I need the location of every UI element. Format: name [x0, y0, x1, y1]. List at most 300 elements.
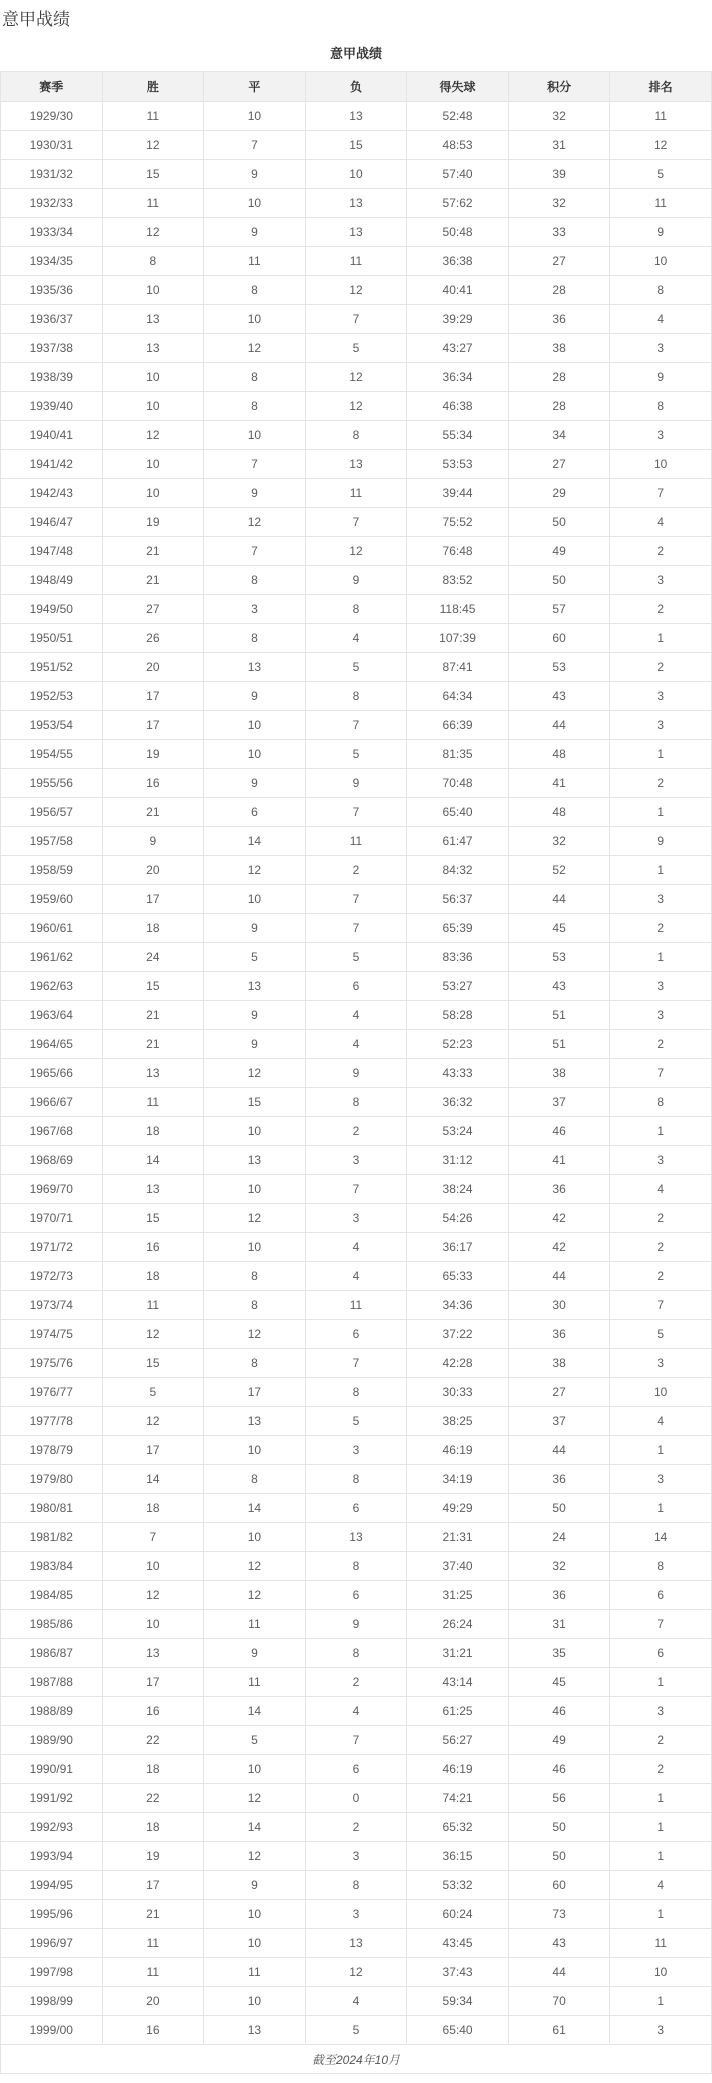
- cell-losses: 13: [305, 450, 407, 479]
- cell-losses: 12: [305, 392, 407, 421]
- cell-points: 46: [508, 1755, 610, 1784]
- cell-points: 28: [508, 276, 610, 305]
- cell-season: 1947/48: [1, 537, 103, 566]
- cell-points: 28: [508, 363, 610, 392]
- cell-losses: 4: [305, 624, 407, 653]
- table-row: [1, 131, 712, 160]
- cell-season: 1962/63: [1, 972, 103, 1001]
- cell-points: 41: [508, 1146, 610, 1175]
- cell-rank: 7: [610, 1291, 712, 1320]
- cell-losses: 5: [305, 334, 407, 363]
- cell-points: 46: [508, 1697, 610, 1726]
- cell-season: 1997/98: [1, 1958, 103, 1987]
- cell-draws: 10: [204, 1436, 306, 1465]
- cell-goals: 118:45: [407, 595, 509, 624]
- cell-points: 36: [508, 1320, 610, 1349]
- cell-wins: 18: [102, 1117, 204, 1146]
- cell-goals: 38:25: [407, 1407, 509, 1436]
- cell-losses: 3: [305, 1900, 407, 1929]
- cell-draws: 10: [204, 1175, 306, 1204]
- cell-losses: 4: [305, 1030, 407, 1059]
- cell-rank: 1: [610, 943, 712, 972]
- cell-wins: 10: [102, 363, 204, 392]
- cell-season: 1956/57: [1, 798, 103, 827]
- table-row: [1, 566, 712, 595]
- cell-losses: 5: [305, 2016, 407, 2045]
- cell-draws: 9: [204, 1639, 306, 1668]
- cell-rank: 3: [610, 1146, 712, 1175]
- table-row: [1, 595, 712, 624]
- table-row: [1, 305, 712, 334]
- cell-goals: 66:39: [407, 711, 509, 740]
- cell-points: 32: [508, 827, 610, 856]
- table-row: [1, 1581, 712, 1610]
- cell-goals: 31:25: [407, 1581, 509, 1610]
- cell-goals: 65:39: [407, 914, 509, 943]
- cell-draws: 10: [204, 1523, 306, 1552]
- cell-losses: 5: [305, 653, 407, 682]
- cell-wins: 16: [102, 2016, 204, 2045]
- cell-season: 1957/58: [1, 827, 103, 856]
- cell-season: 1949/50: [1, 595, 103, 624]
- cell-goals: 65:33: [407, 1262, 509, 1291]
- cell-draws: 10: [204, 1987, 306, 2016]
- table-row: [1, 1668, 712, 1697]
- column-header-season: 赛季: [1, 72, 103, 102]
- cell-wins: 5: [102, 1378, 204, 1407]
- table-row: [1, 1842, 712, 1871]
- table-row: [1, 914, 712, 943]
- cell-draws: 8: [204, 363, 306, 392]
- cell-points: 45: [508, 914, 610, 943]
- cell-wins: 20: [102, 1987, 204, 2016]
- cell-goals: 37:22: [407, 1320, 509, 1349]
- cell-goals: 61:25: [407, 1697, 509, 1726]
- cell-rank: 7: [610, 479, 712, 508]
- cell-points: 38: [508, 334, 610, 363]
- cell-draws: 10: [204, 1900, 306, 1929]
- cell-points: 43: [508, 972, 610, 1001]
- cell-goals: 37:43: [407, 1958, 509, 1987]
- cell-losses: 7: [305, 798, 407, 827]
- cell-rank: 2: [610, 1726, 712, 1755]
- cell-points: 49: [508, 1726, 610, 1755]
- cell-goals: 46:19: [407, 1436, 509, 1465]
- cell-losses: 9: [305, 566, 407, 595]
- cell-goals: 43:27: [407, 334, 509, 363]
- cell-draws: 11: [204, 1610, 306, 1639]
- cell-points: 31: [508, 131, 610, 160]
- table-row: [1, 624, 712, 653]
- cell-losses: 13: [305, 218, 407, 247]
- cell-wins: 11: [102, 1929, 204, 1958]
- cell-wins: 16: [102, 1697, 204, 1726]
- cell-points: 34: [508, 421, 610, 450]
- cell-draws: 10: [204, 421, 306, 450]
- cell-wins: 26: [102, 624, 204, 653]
- cell-wins: 12: [102, 1320, 204, 1349]
- cell-draws: 10: [204, 740, 306, 769]
- cell-rank: 1: [610, 624, 712, 653]
- cell-rank: 3: [610, 885, 712, 914]
- cell-goals: 57:40: [407, 160, 509, 189]
- cell-points: 39: [508, 160, 610, 189]
- cell-wins: 15: [102, 1349, 204, 1378]
- cell-rank: 6: [610, 1581, 712, 1610]
- cell-draws: 8: [204, 276, 306, 305]
- cell-draws: 12: [204, 334, 306, 363]
- cell-wins: 21: [102, 1001, 204, 1030]
- cell-wins: 22: [102, 1784, 204, 1813]
- page-title: 意甲战绩: [2, 10, 70, 29]
- cell-season: 1980/81: [1, 1494, 103, 1523]
- cell-draws: 10: [204, 1117, 306, 1146]
- table-row: [1, 653, 712, 682]
- cell-season: 1994/95: [1, 1871, 103, 1900]
- cell-season: 1950/51: [1, 624, 103, 653]
- cell-wins: 11: [102, 102, 204, 131]
- cell-rank: 3: [610, 566, 712, 595]
- cell-season: 1935/36: [1, 276, 103, 305]
- cell-wins: 7: [102, 1523, 204, 1552]
- cell-wins: 19: [102, 740, 204, 769]
- table-row: [1, 1175, 712, 1204]
- cell-goals: 107:39: [407, 624, 509, 653]
- cell-draws: 8: [204, 1262, 306, 1291]
- cell-wins: 18: [102, 1262, 204, 1291]
- cell-points: 52: [508, 856, 610, 885]
- cell-season: 1964/65: [1, 1030, 103, 1059]
- cell-losses: 2: [305, 856, 407, 885]
- cell-wins: 9: [102, 827, 204, 856]
- cell-draws: 10: [204, 885, 306, 914]
- cell-season: 1953/54: [1, 711, 103, 740]
- cell-wins: 18: [102, 914, 204, 943]
- cell-rank: 3: [610, 421, 712, 450]
- cell-draws: 9: [204, 682, 306, 711]
- cell-losses: 5: [305, 943, 407, 972]
- table-row: [1, 1291, 712, 1320]
- table-row: [1, 1378, 712, 1407]
- cell-points: 38: [508, 1059, 610, 1088]
- cell-rank: 2: [610, 595, 712, 624]
- cell-rank: 3: [610, 1697, 712, 1726]
- cell-losses: 0: [305, 1784, 407, 1813]
- cell-rank: 3: [610, 334, 712, 363]
- cell-points: 53: [508, 653, 610, 682]
- cell-wins: 17: [102, 885, 204, 914]
- cell-points: 53: [508, 943, 610, 972]
- cell-draws: 14: [204, 1697, 306, 1726]
- cell-rank: 4: [610, 1407, 712, 1436]
- cell-draws: 6: [204, 798, 306, 827]
- cell-goals: 34:36: [407, 1291, 509, 1320]
- cell-season: 1984/85: [1, 1581, 103, 1610]
- cell-draws: 9: [204, 1871, 306, 1900]
- cell-losses: 7: [305, 885, 407, 914]
- cell-season: 1968/69: [1, 1146, 103, 1175]
- cell-goals: 42:28: [407, 1349, 509, 1378]
- cell-losses: 12: [305, 537, 407, 566]
- cell-goals: 39:29: [407, 305, 509, 334]
- cell-points: 37: [508, 1088, 610, 1117]
- cell-goals: 53:53: [407, 450, 509, 479]
- cell-rank: 4: [610, 508, 712, 537]
- cell-wins: 11: [102, 1291, 204, 1320]
- cell-points: 38: [508, 1349, 610, 1378]
- table-row: [1, 1262, 712, 1291]
- cell-points: 51: [508, 1001, 610, 1030]
- table-row: [1, 1552, 712, 1581]
- table-row: [1, 1929, 712, 1958]
- cell-goals: 56:37: [407, 885, 509, 914]
- cell-draws: 14: [204, 1813, 306, 1842]
- cell-goals: 53:32: [407, 1871, 509, 1900]
- cell-goals: 37:40: [407, 1552, 509, 1581]
- cell-season: 1936/37: [1, 305, 103, 334]
- cell-wins: 15: [102, 1204, 204, 1233]
- cell-wins: 10: [102, 479, 204, 508]
- cell-losses: 13: [305, 1523, 407, 1552]
- cell-draws: 10: [204, 1233, 306, 1262]
- cell-goals: 60:24: [407, 1900, 509, 1929]
- cell-points: 31: [508, 1610, 610, 1639]
- table-row: [1, 769, 712, 798]
- cell-rank: 9: [610, 218, 712, 247]
- table-row: [1, 160, 712, 189]
- cell-goals: 83:52: [407, 566, 509, 595]
- table-row: [1, 1146, 712, 1175]
- cell-season: 1990/91: [1, 1755, 103, 1784]
- cell-wins: 21: [102, 537, 204, 566]
- cell-rank: 3: [610, 711, 712, 740]
- table-row: [1, 972, 712, 1001]
- cell-wins: 13: [102, 1059, 204, 1088]
- cell-points: 50: [508, 1842, 610, 1871]
- table-row: [1, 1088, 712, 1117]
- cell-losses: 7: [305, 1726, 407, 1755]
- cell-points: 49: [508, 537, 610, 566]
- cell-season: 1969/70: [1, 1175, 103, 1204]
- cell-losses: 5: [305, 1407, 407, 1436]
- cell-losses: 7: [305, 1349, 407, 1378]
- cell-draws: 13: [204, 1146, 306, 1175]
- cell-rank: 7: [610, 1059, 712, 1088]
- cell-goals: 46:19: [407, 1755, 509, 1784]
- cell-season: 1931/32: [1, 160, 103, 189]
- serie-a-results-table: [0, 30, 712, 2074]
- cell-season: 1973/74: [1, 1291, 103, 1320]
- cell-points: 50: [508, 566, 610, 595]
- cell-points: 36: [508, 1465, 610, 1494]
- cell-wins: 19: [102, 1842, 204, 1871]
- cell-losses: 12: [305, 276, 407, 305]
- cell-rank: 1: [610, 1842, 712, 1871]
- cell-wins: 11: [102, 189, 204, 218]
- cell-goals: 48:53: [407, 131, 509, 160]
- cell-draws: 14: [204, 1494, 306, 1523]
- cell-season: 1963/64: [1, 1001, 103, 1030]
- cell-season: 1937/38: [1, 334, 103, 363]
- table-caption: 意甲战绩: [329, 46, 382, 61]
- cell-rank: 11: [610, 1929, 712, 1958]
- cell-points: 28: [508, 392, 610, 421]
- cell-season: 1999/00: [1, 2016, 103, 2045]
- table-row: [1, 334, 712, 363]
- cell-goals: 31:12: [407, 1146, 509, 1175]
- cell-draws: 12: [204, 1581, 306, 1610]
- cell-rank: 4: [610, 1175, 712, 1204]
- cell-rank: 2: [610, 1204, 712, 1233]
- cell-rank: 14: [610, 1523, 712, 1552]
- cell-wins: 18: [102, 1494, 204, 1523]
- cell-goals: 39:44: [407, 479, 509, 508]
- cell-losses: 9: [305, 1059, 407, 1088]
- cell-points: 57: [508, 595, 610, 624]
- cell-season: 1981/82: [1, 1523, 103, 1552]
- cell-rank: 11: [610, 189, 712, 218]
- table-row: [1, 363, 712, 392]
- cell-goals: 30:33: [407, 1378, 509, 1407]
- cell-points: 44: [508, 711, 610, 740]
- cell-rank: 1: [610, 1494, 712, 1523]
- cell-wins: 24: [102, 943, 204, 972]
- table-row: [1, 1436, 712, 1465]
- cell-wins: 13: [102, 1175, 204, 1204]
- cell-goals: 49:29: [407, 1494, 509, 1523]
- cell-rank: 3: [610, 682, 712, 711]
- cell-season: 1930/31: [1, 131, 103, 160]
- table-row: [1, 1610, 712, 1639]
- cell-wins: 17: [102, 1436, 204, 1465]
- cell-draws: 8: [204, 392, 306, 421]
- cell-rank: 12: [610, 131, 712, 160]
- cell-rank: 10: [610, 1958, 712, 1987]
- cell-draws: 12: [204, 1784, 306, 1813]
- cell-rank: 1: [610, 1668, 712, 1697]
- cell-points: 42: [508, 1204, 610, 1233]
- cell-losses: 4: [305, 1233, 407, 1262]
- table-row: [1, 856, 712, 885]
- cell-points: 29: [508, 479, 610, 508]
- cell-season: 1952/53: [1, 682, 103, 711]
- cell-goals: 58:28: [407, 1001, 509, 1030]
- cell-points: 46: [508, 1117, 610, 1146]
- cell-rank: 2: [610, 1030, 712, 1059]
- cell-points: 36: [508, 1581, 610, 1610]
- cell-points: 32: [508, 1552, 610, 1581]
- cell-draws: 12: [204, 1320, 306, 1349]
- cell-points: 56: [508, 1784, 610, 1813]
- cell-rank: 11: [610, 102, 712, 131]
- cell-draws: 9: [204, 769, 306, 798]
- cell-season: 1991/92: [1, 1784, 103, 1813]
- table-row: [1, 479, 712, 508]
- cell-wins: 11: [102, 1088, 204, 1117]
- table-row: [1, 1407, 712, 1436]
- cell-wins: 13: [102, 334, 204, 363]
- cell-goals: 55:34: [407, 421, 509, 450]
- cell-losses: 4: [305, 1987, 407, 2016]
- cell-wins: 27: [102, 595, 204, 624]
- cell-rank: 9: [610, 827, 712, 856]
- cell-losses: 8: [305, 1639, 407, 1668]
- cell-losses: 8: [305, 1378, 407, 1407]
- cell-season: 1933/34: [1, 218, 103, 247]
- table-row: [1, 392, 712, 421]
- cell-draws: 10: [204, 1929, 306, 1958]
- cell-wins: 12: [102, 1407, 204, 1436]
- cell-rank: 2: [610, 769, 712, 798]
- cell-rank: 3: [610, 972, 712, 1001]
- cell-rank: 1: [610, 1987, 712, 2016]
- cell-goals: 26:24: [407, 1610, 509, 1639]
- cell-points: 32: [508, 189, 610, 218]
- cell-points: 32: [508, 102, 610, 131]
- cell-losses: 11: [305, 479, 407, 508]
- cell-draws: 10: [204, 102, 306, 131]
- cell-points: 44: [508, 1958, 610, 1987]
- cell-rank: 1: [610, 1813, 712, 1842]
- cell-rank: 3: [610, 1465, 712, 1494]
- cell-draws: 8: [204, 1465, 306, 1494]
- cell-points: 36: [508, 1175, 610, 1204]
- cell-losses: 2: [305, 1813, 407, 1842]
- cell-draws: 12: [204, 1204, 306, 1233]
- cell-losses: 10: [305, 160, 407, 189]
- cell-draws: 13: [204, 2016, 306, 2045]
- cell-season: 1974/75: [1, 1320, 103, 1349]
- cell-draws: 11: [204, 1958, 306, 1987]
- cell-wins: 21: [102, 798, 204, 827]
- cell-losses: 8: [305, 1871, 407, 1900]
- cell-wins: 15: [102, 972, 204, 1001]
- cell-rank: 2: [610, 537, 712, 566]
- cell-points: 43: [508, 1929, 610, 1958]
- table-row: [1, 1639, 712, 1668]
- cell-rank: 4: [610, 305, 712, 334]
- cell-goals: 83:36: [407, 943, 509, 972]
- cell-wins: 18: [102, 1755, 204, 1784]
- cell-wins: 13: [102, 305, 204, 334]
- cell-goals: 43:33: [407, 1059, 509, 1088]
- cell-draws: 9: [204, 1001, 306, 1030]
- cell-draws: 7: [204, 131, 306, 160]
- cell-points: 51: [508, 1030, 610, 1059]
- cell-draws: 8: [204, 1291, 306, 1320]
- cell-season: 1959/60: [1, 885, 103, 914]
- cell-points: 35: [508, 1639, 610, 1668]
- table-row: [1, 1958, 712, 1987]
- cell-draws: 10: [204, 711, 306, 740]
- cell-rank: 4: [610, 1871, 712, 1900]
- table-row: [1, 682, 712, 711]
- cell-draws: 10: [204, 305, 306, 334]
- cell-rank: 8: [610, 1552, 712, 1581]
- cell-rank: 2: [610, 1262, 712, 1291]
- cell-rank: 1: [610, 798, 712, 827]
- table-row: [1, 798, 712, 827]
- cell-draws: 12: [204, 1842, 306, 1871]
- cell-draws: 8: [204, 1349, 306, 1378]
- cell-draws: 12: [204, 1552, 306, 1581]
- cell-wins: 16: [102, 769, 204, 798]
- cell-points: 27: [508, 1378, 610, 1407]
- cell-points: 45: [508, 1668, 610, 1697]
- cell-draws: 13: [204, 653, 306, 682]
- cell-draws: 11: [204, 1668, 306, 1697]
- cell-wins: 11: [102, 1958, 204, 1987]
